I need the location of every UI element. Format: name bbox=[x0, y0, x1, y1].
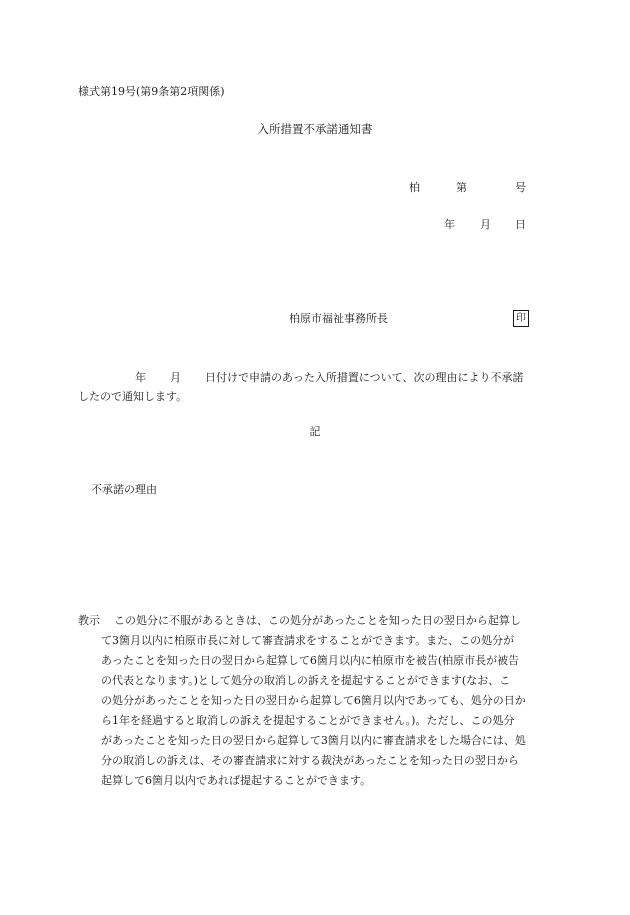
ki-heading: 記 bbox=[309, 425, 321, 438]
notice-line: の代表となります。)として処分の取消しの訴えを提起することができます(なお、こ bbox=[101, 674, 511, 687]
notice-line: の処分があったことを知った日の翌日から起算して6箇月以内であっても、処分の日か bbox=[101, 694, 526, 707]
date-year: 年 bbox=[444, 218, 455, 231]
date-month: 月 bbox=[480, 218, 491, 231]
doc-number-city: 柏 bbox=[409, 181, 420, 194]
notice-line: 起算して6箇月以内であれば提起することができます。 bbox=[101, 774, 372, 787]
notice-line: 分の取消しの訴えは、その審査請求に対する裁決があったことを知った日の翌日から bbox=[101, 754, 519, 767]
document-title: 入所措置不承諾通知書 bbox=[257, 122, 373, 136]
notice-label: 教示 bbox=[78, 614, 100, 627]
issuer-name: 柏原市福祉事務所長 bbox=[289, 312, 388, 325]
notice-line: があったことを知った日の翌日から起算して3箇月以内に審査請求をした場合には、処 bbox=[101, 734, 526, 747]
notice-line: あったことを知った日の翌日から起算して6箇月以内に柏原市を被告(柏原市長が被告 bbox=[101, 654, 520, 667]
doc-number-go: 号 bbox=[515, 181, 526, 194]
body-month: 月 bbox=[170, 371, 181, 384]
date-day: 日 bbox=[515, 218, 526, 231]
body-text-line1: 日付けで申請のあった入所措置について、次の理由により不承諾 bbox=[205, 371, 524, 384]
date-line bbox=[0, 219, 630, 233]
form-number: 様式第19号(第9条第2項関係) bbox=[78, 85, 225, 98]
reason-label: 不承諾の理由 bbox=[91, 483, 157, 496]
notice-line: ら1年を経過すると取消しの訴えを提起することができません。)。ただし、この処分 bbox=[101, 714, 515, 727]
notice-line: この処分に不服があるときは、この処分があったことを知った日の翌日から起算し bbox=[114, 614, 521, 627]
document-number-line bbox=[0, 182, 630, 196]
seal-mark: 印 bbox=[513, 310, 529, 327]
notice-line: て3箇月以内に柏原市長に対して審査請求をすることができます。また、この処分が bbox=[101, 634, 515, 647]
doc-number-dai: 第 bbox=[456, 181, 467, 194]
body-paragraph bbox=[78, 368, 548, 406]
body-text-line2: したので通知します。 bbox=[78, 390, 188, 403]
body-year: 年 bbox=[135, 371, 146, 384]
